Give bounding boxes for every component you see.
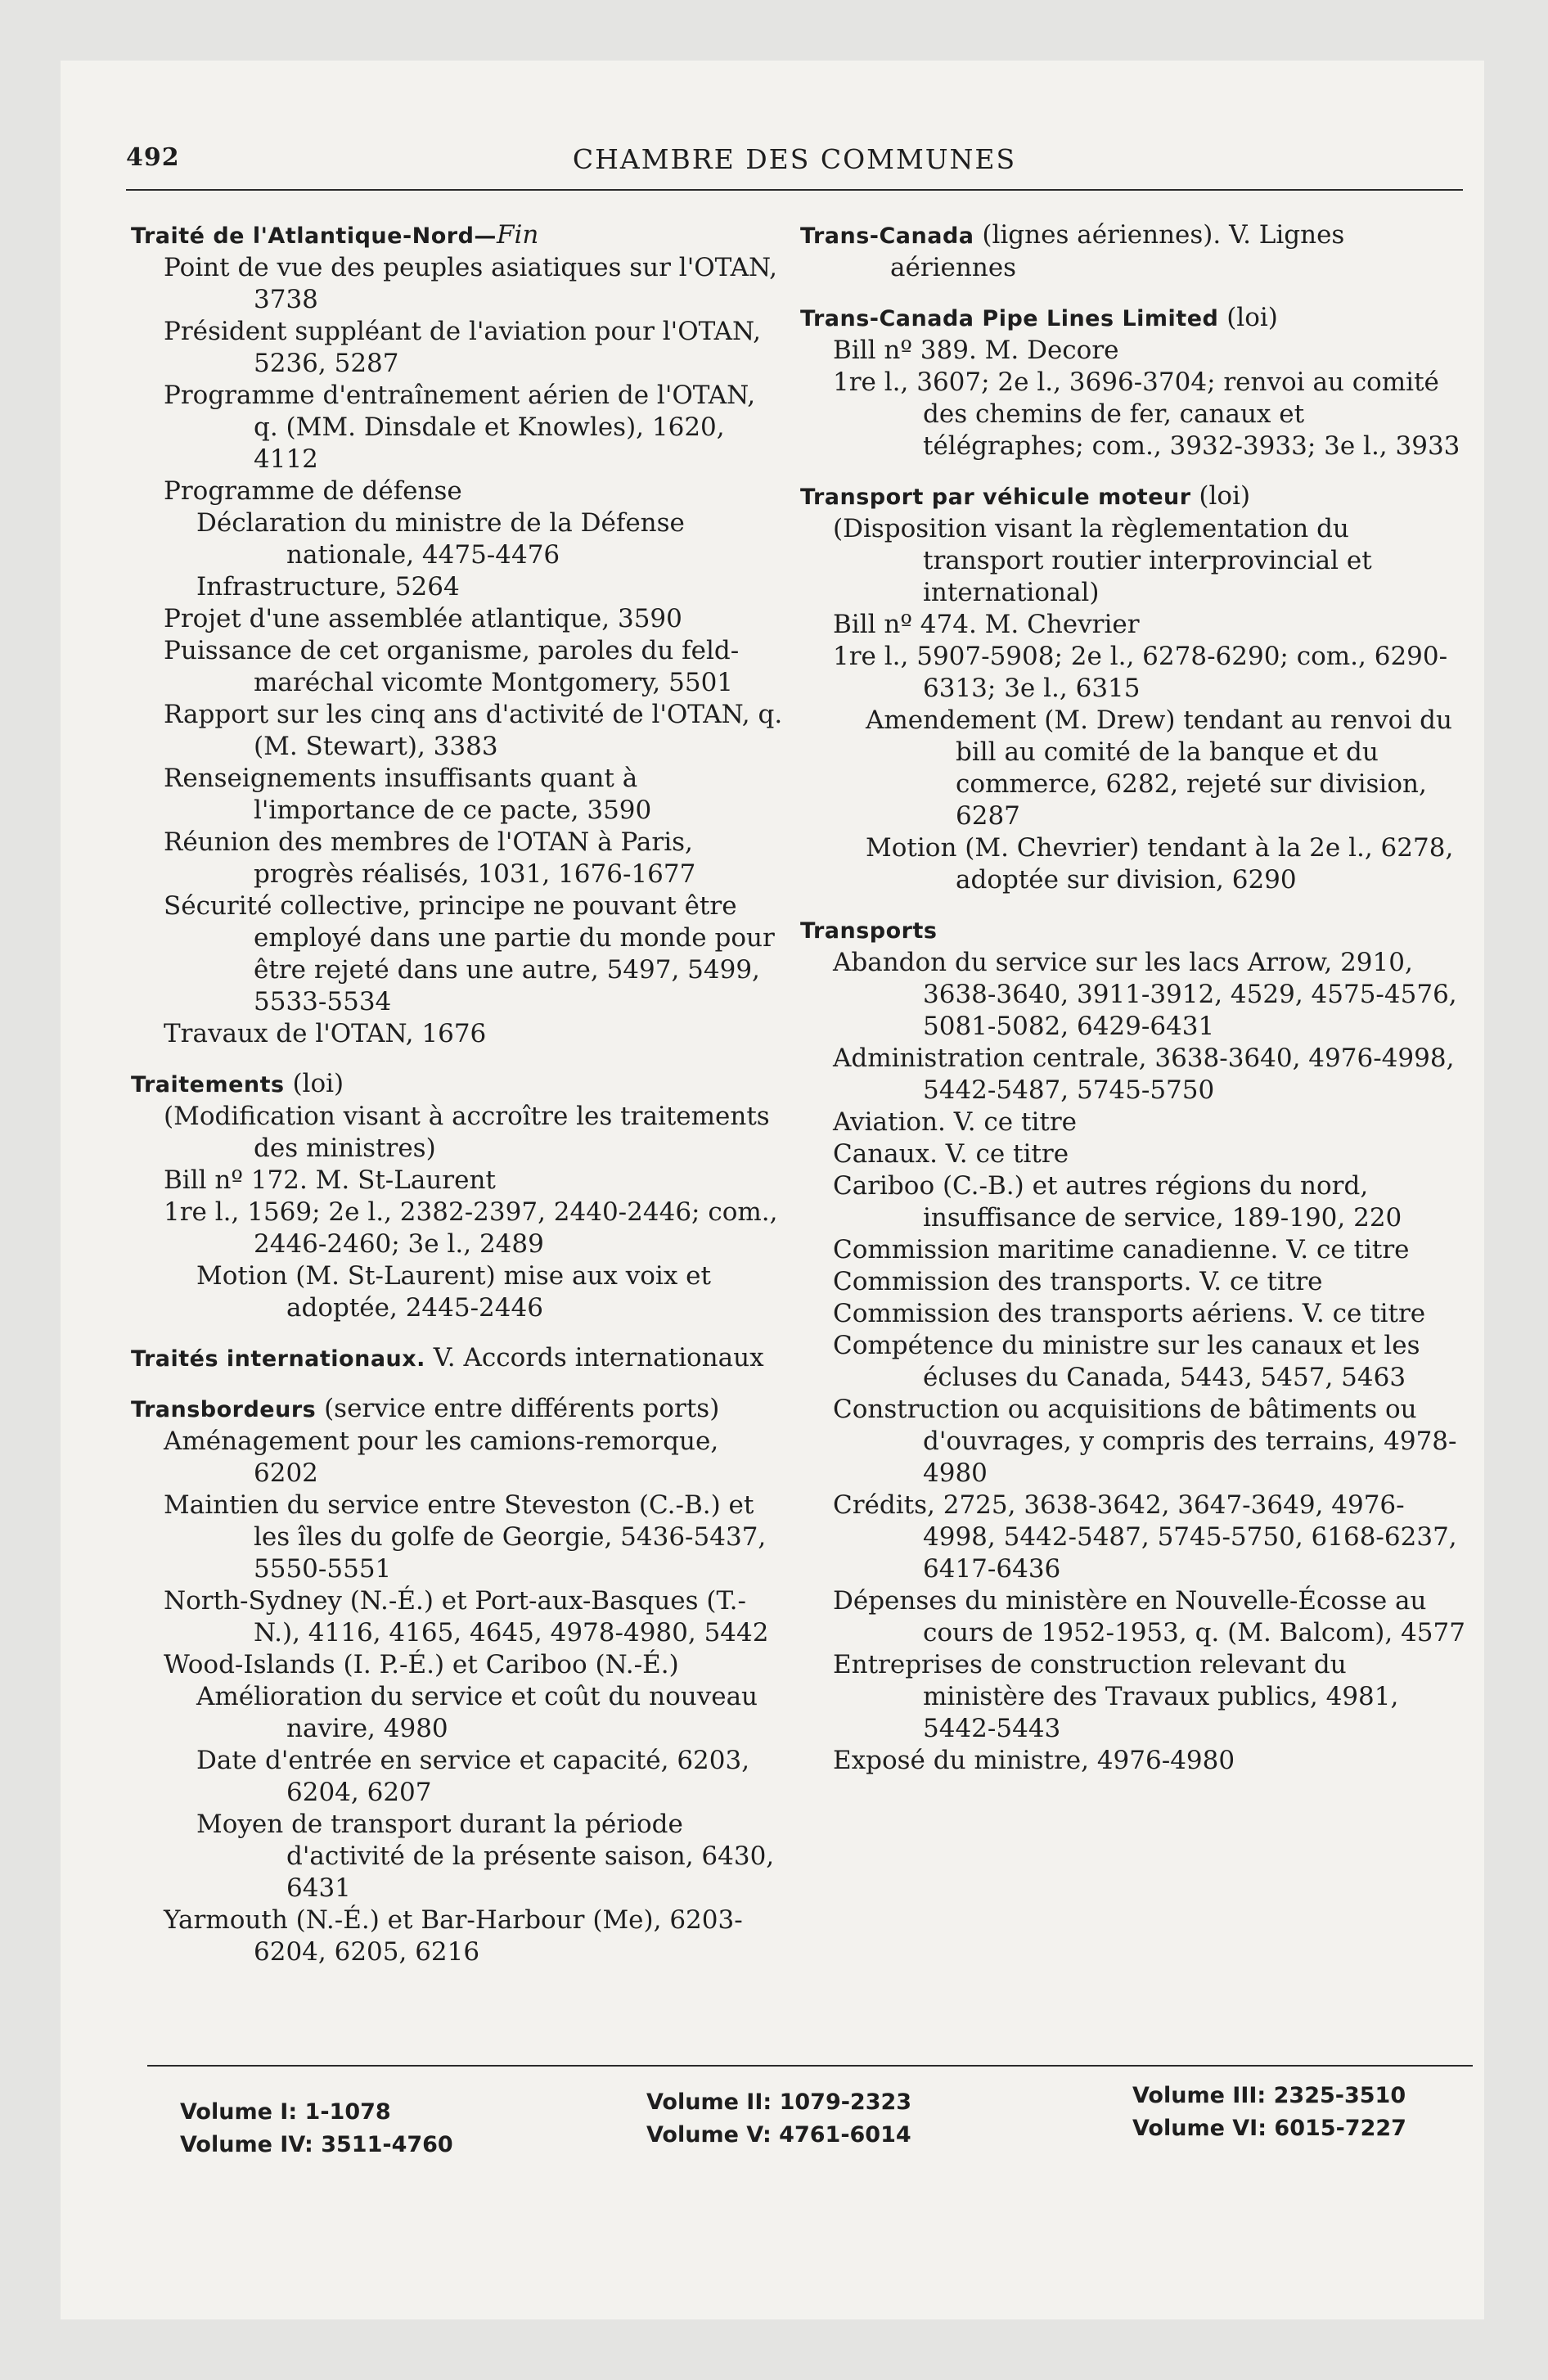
index-subentry: 1re l., 3607; 2e l., 3696-3704; renvoi au comité des chemins de fer, canaux et télégraphes; com., 3932-3933; 3e l., 3933 [833,367,1460,461]
index-column-left [131,219,785,1968]
index-subentry: Réunion des membres de l'OTAN à Paris, progrès réalisés, 1031, 1676-1677 [164,827,696,889]
index-subentry: Aviation. V. ce titre [833,1107,1077,1137]
volume-range: Volume IV: 3511-4760 [180,2132,453,2157]
index-subentry: Commission des transports aériens. V. ce titre [833,1299,1426,1328]
index-headword: Traités internationaux. [131,1346,425,1372]
index-subsubentry: Infrastructure, 5264 [196,572,460,602]
index-headword: Transbordeurs [131,1397,317,1422]
index-headword: Traité de l'Atlantique-Nord— [131,223,497,249]
index-heading [800,302,1471,335]
index-heading-note: (loi) [1190,481,1251,511]
index-subentry: (Modification visant à accroître les traitements des ministres) [164,1102,770,1163]
index-subsubentry: Date d'entrée en service et capacité, 6203, 6204, 6207 [196,1746,750,1807]
index-subentry: 1re l., 5907-5908; 2e l., 6278-6290; com., 6290-6313; 3e l., 6315 [833,642,1448,703]
index-subentry: Yarmouth (N.-É.) et Bar-Harbour (Me), 6203-6204, 6205, 6216 [164,1905,743,1967]
index-subentry: Administration centrale, 3638-3640, 4976-4998, 5442-5487, 5745-5750 [833,1044,1455,1105]
index-heading-note: (lignes aériennes). V. Lignes aériennes [890,220,1345,282]
index-heading-note: (loi) [284,1069,344,1098]
page-header [126,143,1463,191]
index-subentry: Puissance de cet organisme, paroles du feld-maréchal vicomte Montgomery, 5501 [164,636,740,697]
index-subentry: Maintien du service entre Steveston (C.-B.) et les îles du golfe de Georgie, 5436-5437, 5550-5551 [164,1490,767,1584]
index-subentry: Bill nº 172. M. St-Laurent [164,1165,496,1195]
index-subentry: Rapport sur les cinq ans d'activité de l'OTAN, q. (M. Stewart), 3383 [164,700,783,761]
index-subentry: Projet d'une assemblée atlantique, 3590 [164,604,682,633]
index-subentry: Bill nº 474. M. Chevrier [833,610,1140,639]
index-column-right [800,219,1471,1777]
index-subsubentry: Amélioration du service et coût du nouveau navire, 4980 [196,1682,758,1743]
index-subentry: Commission des transports. V. ce titre [833,1267,1323,1296]
index-subentry: North-Sydney (N.-É.) et Port-aux-Basques (T.-N.), 4116, 4165, 4645, 4978-4980, 5442 [164,1586,769,1648]
index-heading [800,219,1471,284]
index-subentry: Renseignements insuffisants quant à l'importance de ce pacte, 3590 [164,764,652,825]
index-subentry: Point de vue des peuples asiatiques sur l'OTAN, 3738 [164,253,777,314]
volume-footer [180,2083,1456,2165]
footer-rule [147,2065,1473,2067]
index-subentry: Exposé du ministre, 4976-4980 [833,1746,1235,1775]
index-subentry: Entreprises de construction relevant du ministère des Travaux publics, 4981, 5442-5443 [833,1650,1399,1743]
index-subentry: Canaux. V. ce titre [833,1139,1069,1169]
index-subentry: Aménagement pour les camions-remorque, 6202 [164,1427,719,1488]
index-subentry: Programme d'entraînement aérien de l'OTAN, q. (MM. Dinsdale et Knowles), 1620, 4112 [164,381,756,474]
index-subentry: Programme de défense [164,476,462,506]
page-number: 492 [126,143,180,172]
index-heading-note: (service entre différents ports) [316,1394,720,1423]
index-subsubentry: Motion (M. St-Laurent) mise aux voix et adoptée, 2445-2446 [196,1261,711,1323]
index-heading [800,914,1471,947]
index-headword: Traitements [131,1072,285,1098]
index-subentry: Construction ou acquisitions de bâtiments ou d'ouvrages, y compris des terrains, 4978-4980 [833,1395,1457,1488]
volume-range: Volume III: 2325-3510 [1132,2083,1406,2108]
index-heading [131,1068,785,1101]
index-subentry: 1re l., 1569; 2e l., 2382-2397, 2440-2446; com., 2446-2460; 3e l., 2489 [164,1197,778,1259]
index-subentry: (Disposition visant la règlementation du transport routier interprovincial et international) [833,514,1372,607]
index-subentry: Abandon du service sur les lacs Arrow, 2910, 3638-3640, 3911-3912, 4529, 4575-4576, 5081-5082, 6429-6431 [833,948,1457,1041]
index-headword: Transports [800,918,938,944]
volume-group-3 [1132,2080,1406,2145]
index-subsubentry: Déclaration du ministre de la Défense nationale, 4475-4476 [196,508,685,570]
index-subsubentry: Motion (M. Chevrier) tendant à la 2e l., 6278, adoptée sur division, 6290 [866,833,1454,895]
index-headword: Transport par véhicule moteur [800,485,1191,510]
index-heading [131,1393,785,1426]
index-subentry: Commission maritime canadienne. V. ce titre [833,1235,1410,1264]
volume-range: Volume II: 1079-2323 [646,2089,912,2115]
index-heading [800,480,1471,513]
index-heading-note: V. Accords internationaux [425,1343,764,1373]
index-subentry: Crédits, 2725, 3638-3642, 3647-3649, 4976-4998, 5442-5487, 5745-5750, 6168-6237, 6417-6436 [833,1490,1457,1584]
index-subentry: Dépenses du ministère en Nouvelle-Écosse au cours de 1952-1953, q. (M. Balcom), 4577 [833,1586,1465,1648]
index-subentry: Bill nº 389. M. Decore [833,336,1119,365]
volume-group-2 [646,2086,911,2152]
running-head: CHAMBRE DES COMMUNES [572,143,1017,175]
index-heading-note: (loi) [1218,303,1278,332]
index-subentry: Wood-Islands (I. P.-É.) et Cariboo (N.-É.) [164,1650,679,1679]
index-headword: Trans-Canada [800,223,974,249]
index-subentry: Président suppléant de l'aviation pour l'OTAN, 5236, 5287 [164,317,761,378]
volume-group-1 [180,2096,453,2161]
index-headword: Trans-Canada Pipe Lines Limited [800,306,1219,331]
volume-range: Volume I: 1-1078 [180,2099,391,2125]
index-subentry: Compétence du ministre sur les canaux et les écluses du Canada, 5443, 5457, 5463 [833,1331,1420,1392]
index-subentry: Travaux de l'OTAN, 1676 [164,1019,487,1048]
index-subsubentry: Moyen de transport durant la période d'activité de la présente saison, 6430, 6431 [196,1810,775,1903]
index-subsubentry: Amendement (M. Drew) tendant au renvoi du bill au comité de la banque et du commerce, 6282, rejeté sur division, 6287 [866,705,1452,831]
index-subentry: Sécurité collective, principe ne pouvant être employé dans une partie du monde pour être rejeté dans une autre, 5497, 5499, 5533-5534 [164,891,775,1016]
index-subentry: Cariboo (C.-B.) et autres régions du nord, insuffisance de service, 189-190, 220 [833,1171,1402,1233]
volume-range: Volume VI: 6015-7227 [1132,2116,1406,2141]
volume-range: Volume V: 4761-6014 [646,2122,911,2148]
index-headword-suffix: Fin [496,220,539,250]
index-heading [131,219,785,252]
index-heading [131,1342,785,1375]
